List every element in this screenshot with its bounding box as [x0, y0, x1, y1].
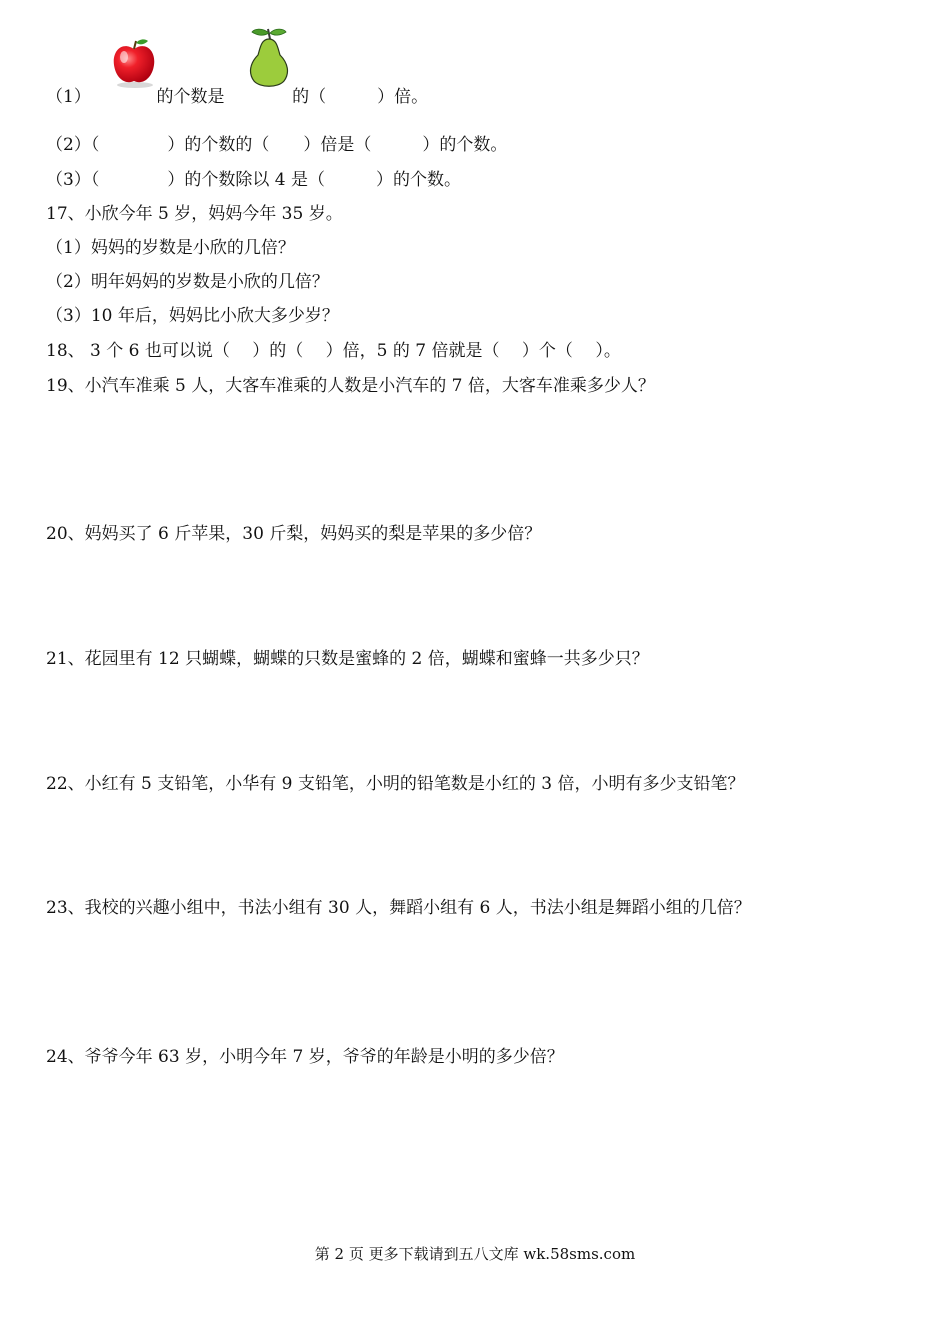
q16-sub3: （3）（ ）的个数除以 4 是（ ）的个数。: [46, 170, 461, 190]
q18: 18、 3 个 6 也可以说（ ）的（ ）倍，5 的 7 倍就是（ ）个（ ）。: [46, 341, 621, 361]
q19: 19、小汽车准乘 5 人，大客车准乘的人数是小汽车的 7 倍，大客车准乘多少人？: [46, 376, 655, 396]
q17-sub2: （2）明年妈妈的岁数是小欣的几倍？: [46, 272, 329, 292]
q17-stem: 17、小欣今年 5 岁，妈妈今年 35 岁。: [46, 204, 343, 224]
q16-sub1-prefix: （1）: [46, 87, 91, 107]
q21: 21、花园里有 12 只蝴蝶，蝴蝶的只数是蜜蜂的 2 倍，蝴蝶和蜜蜂一共多少只？: [46, 649, 649, 669]
apple-icon: [91, 17, 157, 114]
q22: 22、小红有 5 支铅笔，小华有 9 支铅笔，小明的铅笔数是小红的 3 倍，小明有多少支铅笔？: [46, 774, 745, 794]
q17-sub3: （3）10 年后，妈妈比小欣大多少岁？: [46, 306, 339, 326]
q16-sub1: [46, 44, 428, 114]
q16-sub1-mid: 的个数是: [156, 87, 225, 107]
q16-sub2: （2）（ ）的个数的（ ）倍是（ ）的个数。: [46, 135, 508, 155]
q17-sub1: （1）妈妈的岁数是小欣的几倍？: [46, 238, 295, 258]
page-footer: 第 2 页 更多下载请到五八文库 wk.58sms.com: [314, 1245, 636, 1263]
pear-icon: [224, 7, 292, 114]
q23: 23、我校的兴趣小组中，书法小组有 30 人，舞蹈小组有 6 人，书法小组是舞蹈小组的几倍？: [46, 898, 751, 918]
q24: 24、爷爷今年 63 岁，小明今年 7 岁，爷爷的年龄是小明的多少倍？: [46, 1047, 564, 1067]
q16-sub1-suffix: 的（ ）倍。: [292, 87, 429, 107]
q20: 20、妈妈买了 6 斤苹果，30 斤梨，妈妈买的梨是苹果的多少倍？: [46, 524, 542, 544]
